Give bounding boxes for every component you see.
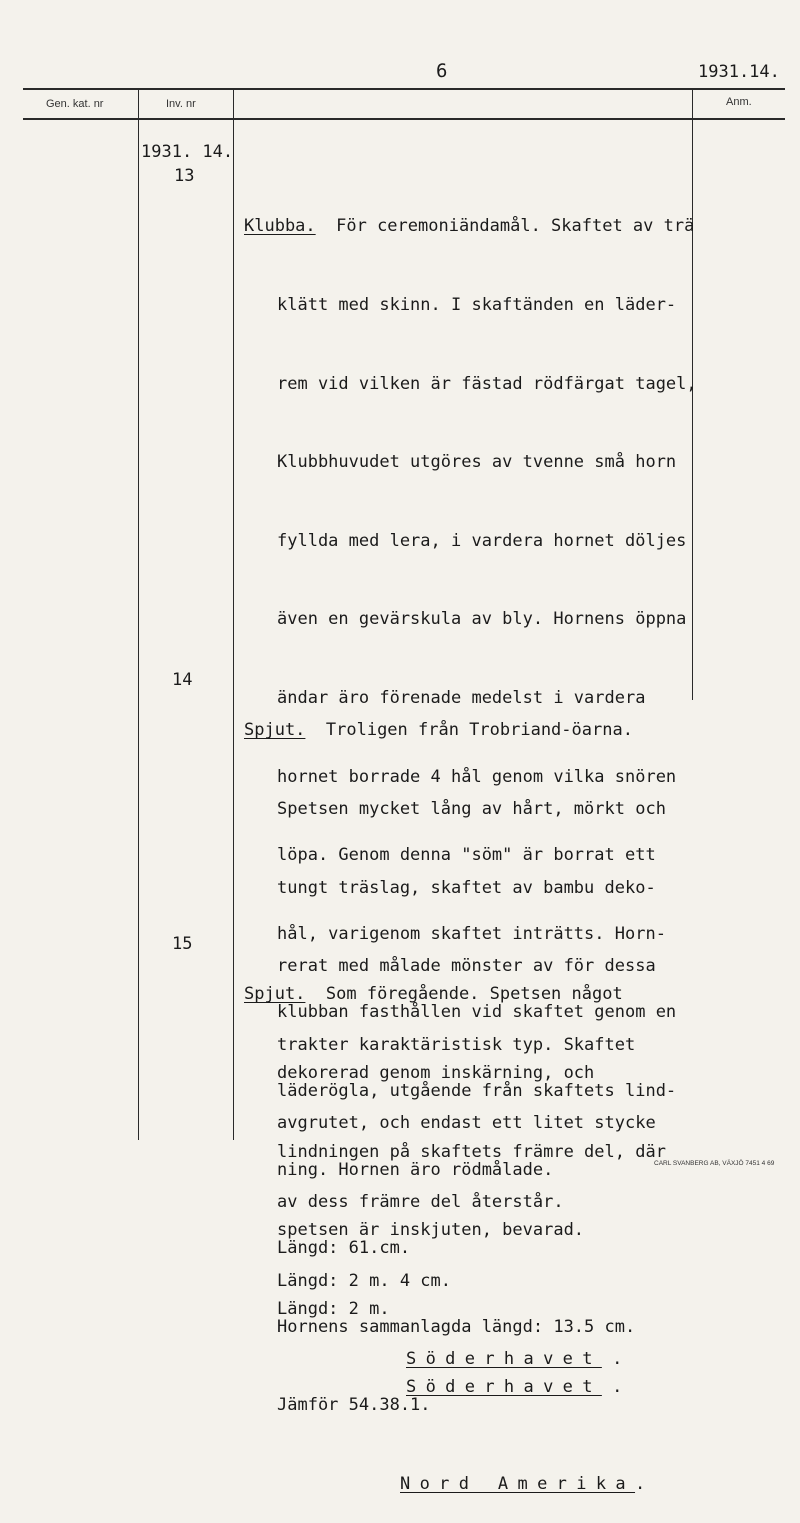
entry-13-line: rem vid vilken är fästad rödfärgat tagel,	[277, 373, 697, 394]
entry-13-line: Jämför 54.38.1.	[277, 1395, 431, 1416]
entry-14-line: avgrutet, och endast ett litet stycke	[277, 1113, 656, 1134]
entry-13-region: Nord Amerika	[400, 1473, 636, 1494]
entry-14-line: Längd: 2 m. 4 cm.	[277, 1270, 451, 1291]
entry-14-region-suffix: .	[601, 1349, 623, 1370]
header-gen-kat-nr: Gen. kat. nr	[46, 98, 104, 110]
entry-13-first-line: För ceremoniändamål. Skaftet av trä	[315, 216, 695, 237]
inventory-year: 1931. 14.	[141, 142, 234, 162]
header-inv-nr: Inv. nr	[166, 98, 196, 110]
entry-15-region-suffix: .	[601, 1377, 623, 1398]
entry-14-line: av dess främre del återstår.	[277, 1191, 564, 1212]
entry-13-region-suffix: .	[635, 1473, 646, 1494]
entry-13-line: löpa. Genom denna "söm" är borrat ett	[277, 845, 656, 866]
entry-14-region: Söderhavet	[406, 1349, 602, 1370]
entry-13-line: fyllda med lera, i vardera hornet döljes	[277, 530, 687, 551]
entry-13-number: 13	[174, 166, 195, 186]
entry-15-number: 15	[172, 934, 193, 954]
entry-13-line: hornet borrade 4 hål genom vilka snören	[277, 766, 677, 787]
entry-13-line: Klubbhuvudet utgöres av tvenne små horn	[277, 452, 677, 473]
entry-13-line: Längd: 61.cm.	[277, 1238, 411, 1259]
entry-13-line: klubban fasthållen vid skaftet genom en	[277, 1002, 677, 1023]
header-anm: Anm.	[726, 96, 752, 108]
entry-15-text	[244, 929, 666, 1427]
entry-14-number: 14	[172, 670, 193, 690]
page-number: 6	[436, 60, 448, 82]
entry-14-line: rerat med målade mönster av för dessa	[277, 956, 656, 977]
entry-13-title: Klubba.	[244, 216, 316, 237]
entry-13-line: klätt med skinn. I skaftänden en läder-	[277, 295, 677, 315]
entry-13-line: Hornens sammanlagda längd: 13.5 cm.	[277, 1316, 636, 1337]
entry-13-line: hål, varigenom skaftet inträtts. Horn-	[277, 923, 666, 944]
entry-15-line: spetsen är inskjuten, bevarad.	[277, 1220, 585, 1241]
entry-15-region: Söderhavet	[406, 1377, 602, 1398]
catalog-ref: 1931.14.	[698, 62, 780, 82]
entry-15-line: lindningen på skaftets främre del, där	[277, 1141, 666, 1162]
entry-13-line: ändar äro förenade medelst i vardera	[277, 687, 646, 708]
entry-14-line: Spetsen mycket lång av hårt, mörkt och	[277, 799, 666, 819]
entry-14-line: tungt träslag, skaftet av bambu deko-	[277, 877, 656, 898]
entry-14-line: trakter karaktäristisk typ. Skaftet	[277, 1034, 636, 1055]
entry-14-first-line: Troligen från Trobriand-öarna.	[305, 720, 633, 741]
entry-14-title: Spjut.	[244, 720, 306, 741]
printer-mark: CARL SVANBERG AB, VÄXJÖ 7451 4 69	[654, 1160, 775, 1167]
entry-13-line: ning. Hornen äro rödmålade.	[277, 1159, 554, 1180]
entry-15-line: dekorerad genom inskärning, och	[277, 1063, 595, 1083]
column-divider-gen	[138, 90, 139, 1140]
column-divider-inv	[233, 90, 234, 1140]
entry-13-line: även en gevärskula av bly. Hornens öppna	[277, 609, 687, 630]
entry-15-title: Spjut.	[244, 984, 306, 1005]
entry-15-line: Längd: 2 m.	[277, 1298, 390, 1319]
entry-15-first-line: Som föregående. Spetsen något	[305, 984, 623, 1005]
entry-13-line: läderögla, utgående från skaftets lind-	[277, 1080, 677, 1101]
